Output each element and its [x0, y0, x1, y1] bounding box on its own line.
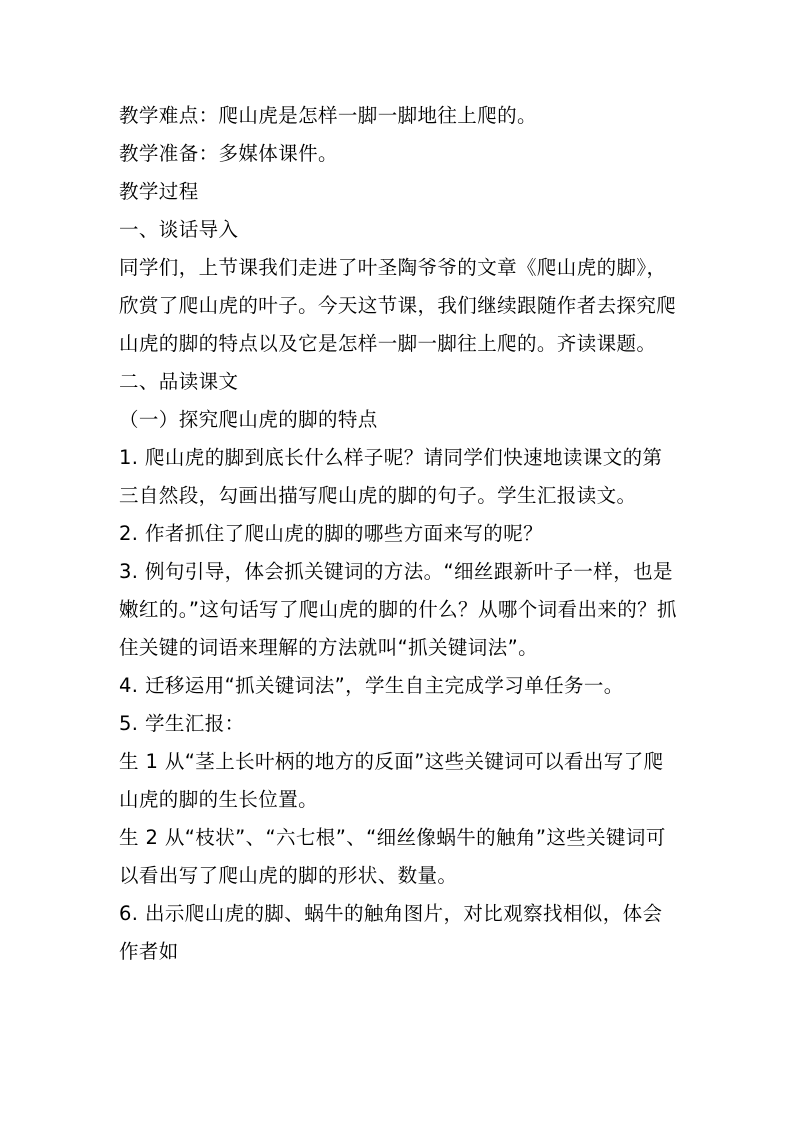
- list-item-6: 6. 出示爬山虎的脚、蜗牛的触角图片，对比观察找相似，体会作者如: [119, 902, 663, 963]
- student-answer-2: 生 2 从“枝状”、“六七根”、“细丝像蜗牛的触角”这些关键词可以看出写了爬山虎的脚的形状、数量。: [119, 826, 666, 887]
- paragraph-teaching-preparation: 教学准备：多媒体课件。: [119, 142, 338, 165]
- heading-section-one: 一、谈话导入: [119, 218, 239, 241]
- heading-section-two: 二、品读课文: [119, 370, 239, 393]
- list-item-5: 5. 学生汇报：: [119, 712, 245, 735]
- list-item-4: 4. 迁移运用“抓关键词法”，学生自主完成学习单任务一。: [119, 674, 624, 697]
- student-answer-1: 生 1 从“茎上长叶柄的地方的反面”这些关键词可以看出写了爬山虎的脚的生长位置。: [119, 750, 664, 811]
- list-item-2: 2. 作者抓住了爬山虎的脚的哪些方面来写的呢？: [119, 522, 544, 545]
- subheading-explore-features: （一）探究爬山虎的脚的特点: [119, 408, 378, 431]
- list-item-1: 1. 爬山虎的脚到底长什么样子呢？请同学们快速地读课文的第三自然段，勾画出描写爬山虎的脚的句子。学生汇报读文。: [119, 446, 663, 507]
- list-item-3: 3. 例句引导，体会抓关键词的方法。“细丝跟新叶子一样，也是嫩红的。”这句话写了爬山虎的脚的什么？从哪个词看出来的？抓住关键的词语来理解的方法就叫“抓关键词法”。: [119, 560, 677, 659]
- paragraph-teaching-difficulty: 教学难点：爬山虎是怎样一脚一脚地往上爬的。: [119, 104, 537, 127]
- document-body: [119, 97, 679, 971]
- heading-teaching-process: 教学过程: [119, 180, 199, 203]
- paragraph-introduction: 同学们，上节课我们走进了叶圣陶爷爷的文章《爬山虎的脚》，欣赏了爬山虎的叶子。今天这节课，我们继续跟随作者去探究爬山虎的脚的特点以及它是怎样一脚一脚往上爬的。齐读课题。: [119, 256, 677, 355]
